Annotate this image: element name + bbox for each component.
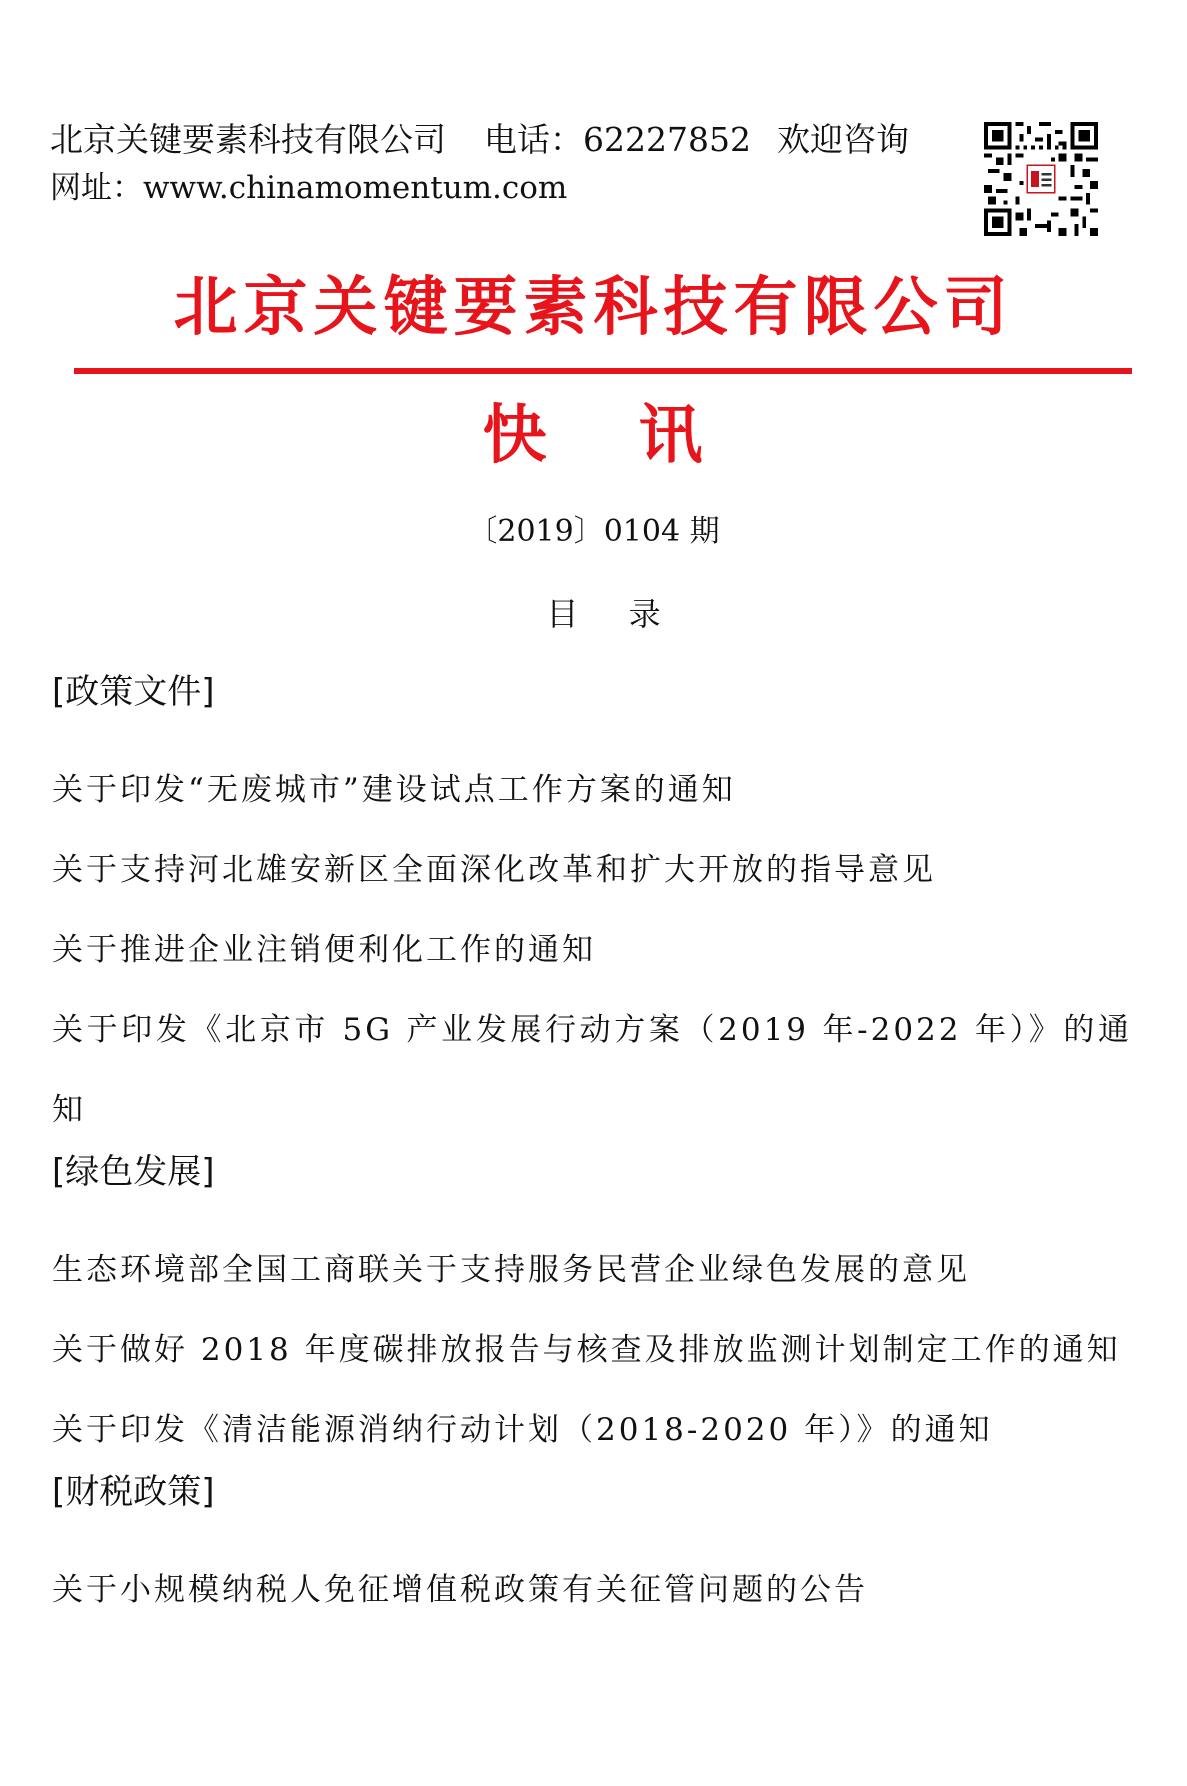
issue-number: 〔2019〕0104 期 bbox=[467, 514, 720, 549]
header-phone: 电话：62227852 bbox=[484, 120, 751, 159]
header-welcome: 欢迎咨询 bbox=[776, 120, 909, 159]
section-heading-tax: [财税政策] bbox=[52, 1472, 215, 1512]
toc-item[interactable]: 关于印发《清洁能源消纳行动计划（2018-2020 年）》的通知 bbox=[52, 1412, 993, 1448]
company-title: 北京关键要素科技有限公司 bbox=[173, 271, 1014, 345]
header-contact-line bbox=[50, 120, 909, 160]
toc-item[interactable]: 关于印发《北京市 5G 产业发展行动方案（2019 年-2022 年）》的通知 bbox=[52, 1012, 1132, 1128]
bulletin-title-char-2: 讯 bbox=[638, 399, 705, 473]
qr-code-icon bbox=[984, 122, 1098, 236]
toc-item[interactable]: 关于支持河北雄安新区全面深化改革和扩大开放的指导意见 bbox=[52, 852, 936, 888]
header-website: 网址：www.chinamomentum.com bbox=[50, 170, 568, 206]
section-heading-green: [绿色发展] bbox=[52, 1152, 215, 1192]
toc-item[interactable]: 关于推进企业注销便利化工作的通知 bbox=[52, 932, 596, 968]
section-heading-policy: [政策文件] bbox=[52, 672, 215, 712]
toc-item[interactable]: 关于做好 2018 年度碳排放报告与核查及排放监测计划制定工作的通知 bbox=[52, 1332, 1121, 1368]
toc-item[interactable]: 关于印发“无废城市”建设试点工作方案的通知 bbox=[52, 772, 736, 808]
toc-item[interactable]: 生态环境部全国工商联关于支持服务民营企业绿色发展的意见 bbox=[52, 1252, 970, 1288]
red-divider bbox=[74, 368, 1132, 374]
bulletin-title bbox=[0, 396, 1187, 476]
toc-content bbox=[52, 670, 1132, 1630]
toc-title: 目 录 bbox=[546, 595, 681, 633]
bulletin-title-char-1: 快 bbox=[482, 399, 549, 473]
toc-item[interactable]: 关于小规模纳税人免征增值税政策有关征管问题的公告 bbox=[52, 1572, 868, 1608]
header-company-name: 北京关键要素科技有限公司 bbox=[50, 120, 446, 159]
